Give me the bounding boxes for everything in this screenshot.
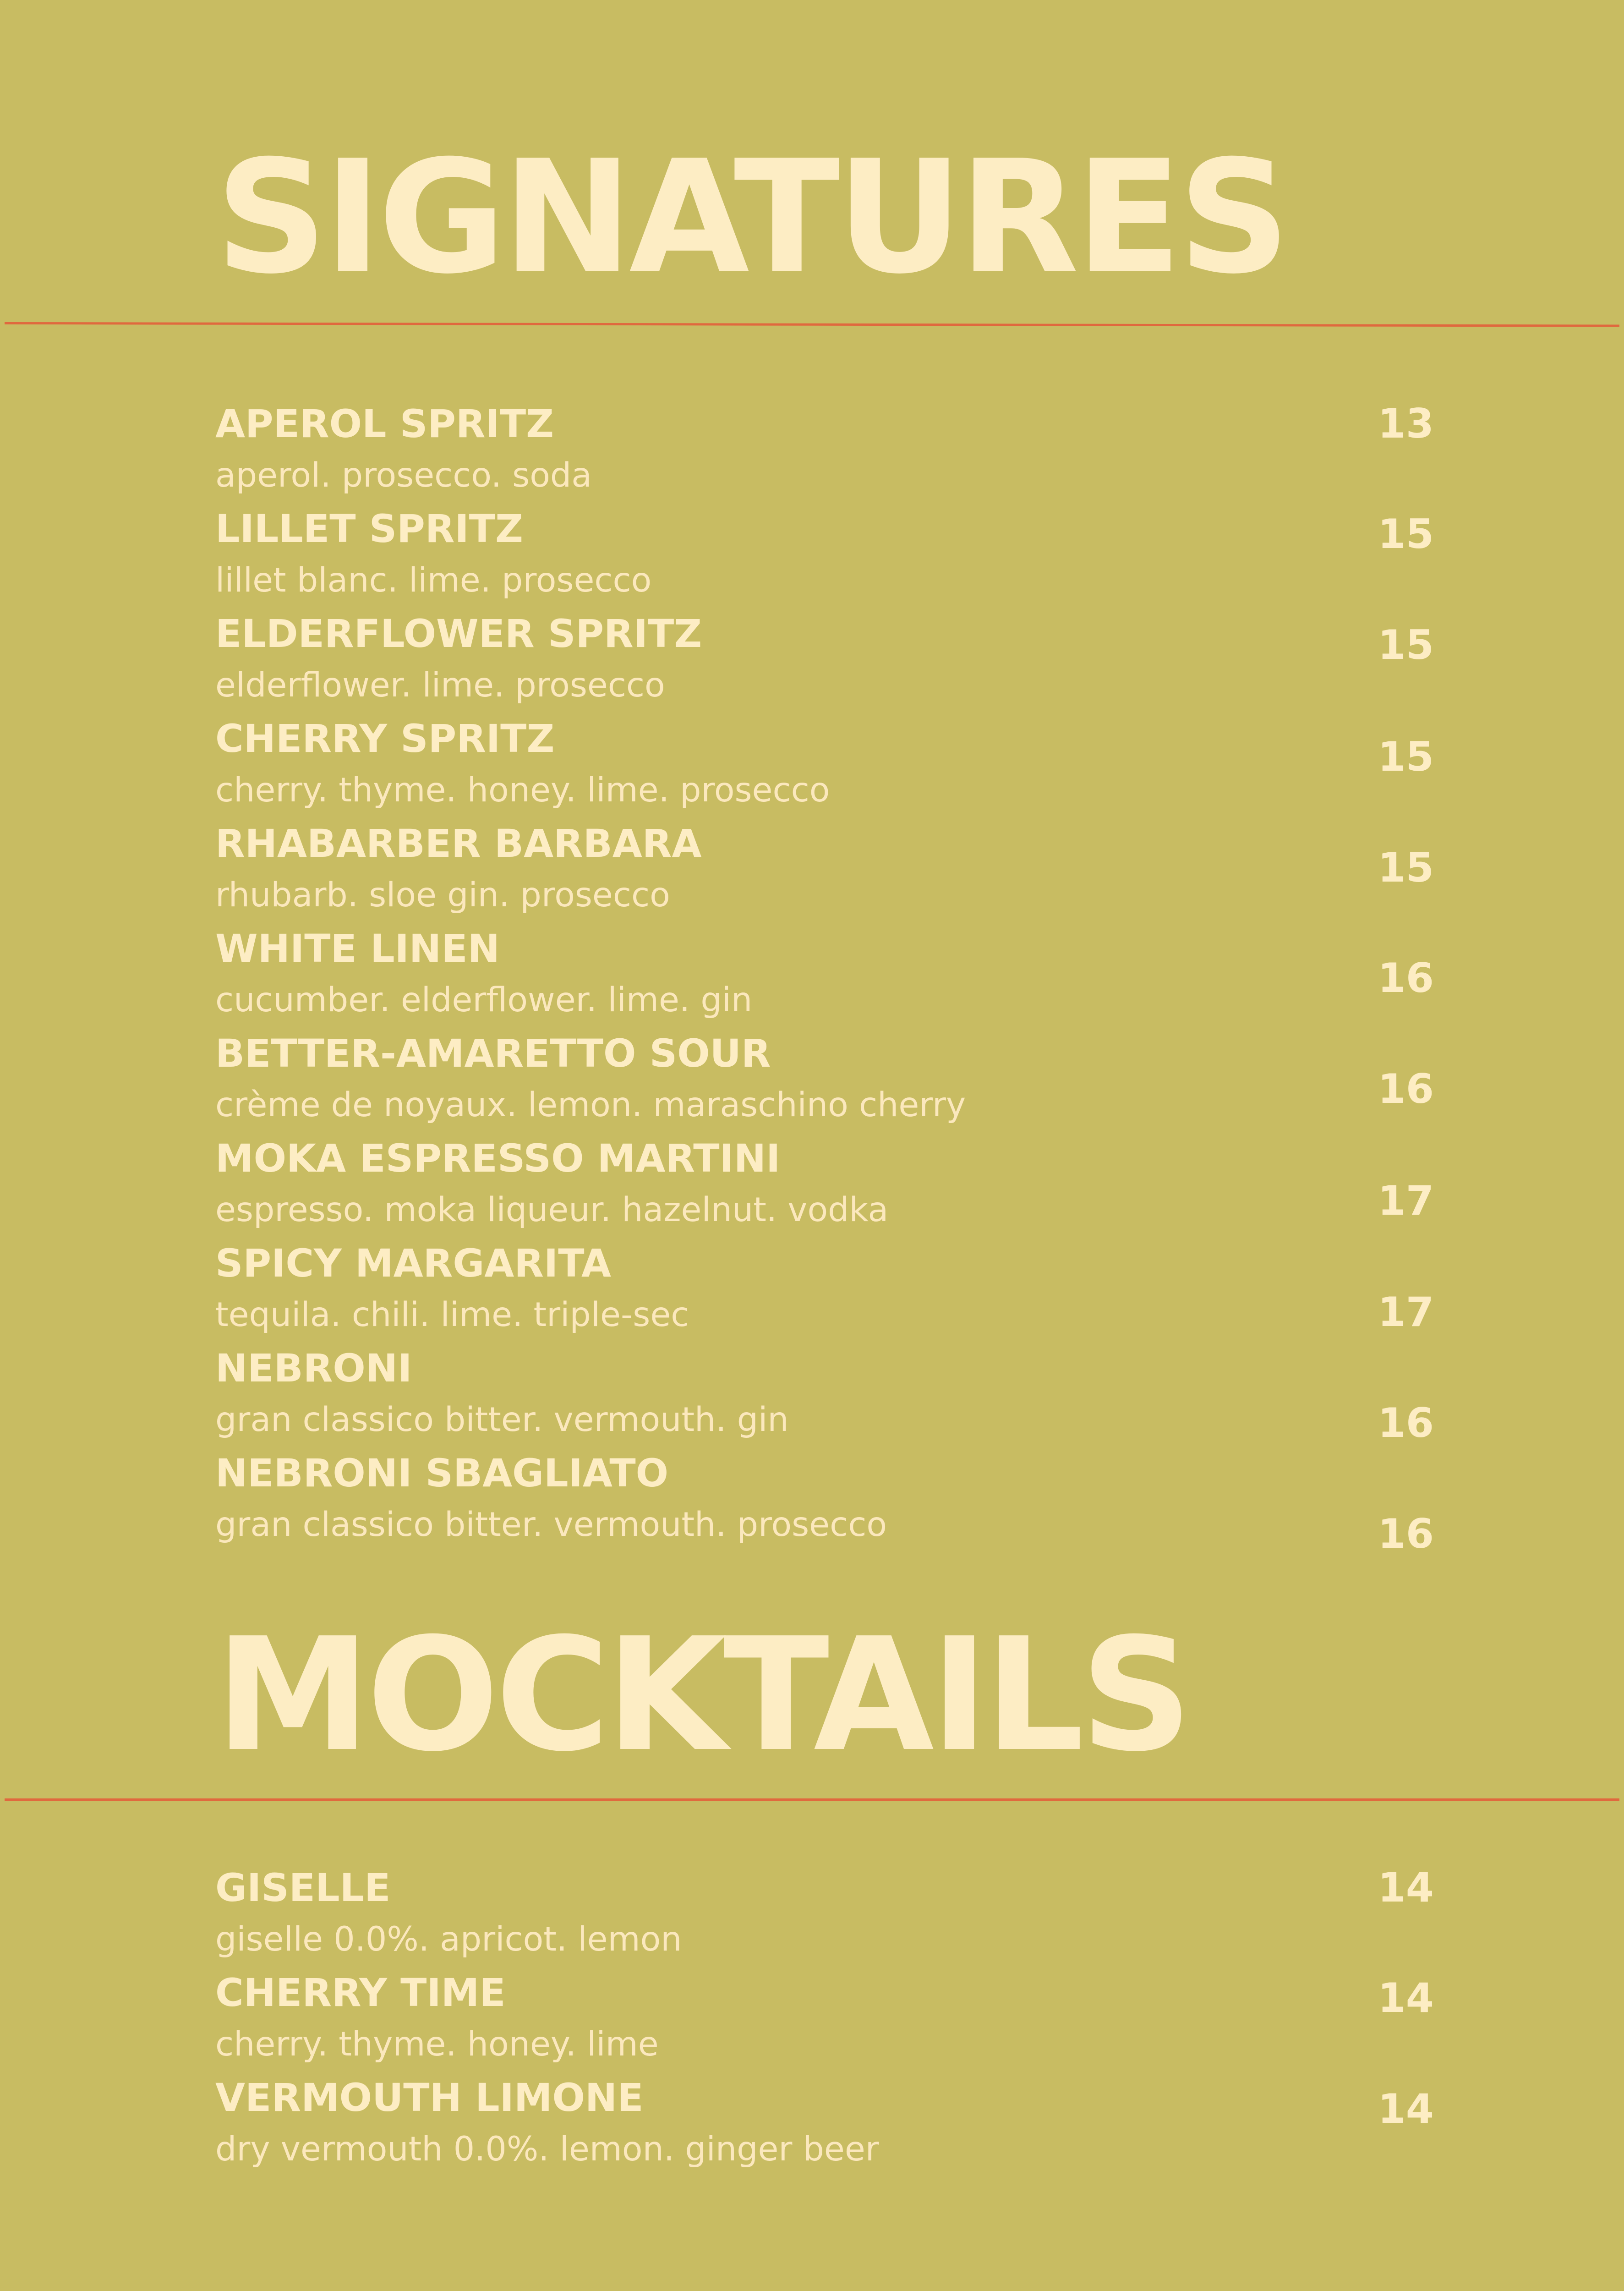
item-name: GISELLE <box>215 1865 391 1910</box>
item-description: gran classico bitter. vermouth. gin <box>215 1400 789 1439</box>
item-name: ELDERFLOWER SPRITZ <box>215 611 702 656</box>
item-price: 15 <box>1378 844 1434 891</box>
item-price: 16 <box>1378 1065 1434 1113</box>
item-name: WHITE LINEN <box>215 926 500 971</box>
menu-item <box>215 1028 1434 1133</box>
item-price: 16 <box>1378 1510 1434 1557</box>
item-name: CHERRY TIME <box>215 1970 506 2015</box>
menu-item <box>215 2072 1434 2177</box>
item-name: VERMOUTH LIMONE <box>215 2075 644 2120</box>
item-name: MOKA ESPRESSO MARTINI <box>215 1136 781 1181</box>
item-description: giselle 0.0%. apricot. lemon <box>215 1920 682 1959</box>
menu-item <box>215 1343 1434 1448</box>
mocktails-divider <box>5 1798 1619 1801</box>
item-description: aperol. prosecco. soda <box>215 456 592 495</box>
item-description: rhubarb. sloe gin. prosecco <box>215 876 670 915</box>
item-description: espresso. moka liqueur. hazelnut. vodka <box>215 1190 889 1229</box>
menu-item <box>215 1968 1434 2072</box>
menu-item <box>215 1133 1434 1238</box>
item-price: 15 <box>1378 621 1434 669</box>
item-description: crème de noyaux. lemon. maraschino cherry <box>215 1085 966 1124</box>
item-price: 17 <box>1378 1288 1434 1336</box>
item-price: 16 <box>1378 1399 1434 1447</box>
menu-item <box>215 1448 1434 1557</box>
item-name: NEBRONI SBAGLIATO <box>215 1451 669 1496</box>
item-description: cucumber. elderflower. lime. gin <box>215 981 753 1019</box>
item-description: dry vermouth 0.0%. lemon. ginger beer <box>215 2130 879 2169</box>
signatures-list <box>215 399 1434 1557</box>
menu-item <box>215 399 1434 504</box>
item-name: SPICY MARGARITA <box>215 1241 611 1286</box>
item-price: 17 <box>1378 1177 1434 1224</box>
item-name: APEROL SPRITZ <box>215 401 554 446</box>
signatures-divider <box>5 322 1619 327</box>
menu-item <box>215 608 1434 713</box>
menu-item <box>215 818 1434 923</box>
item-description: lillet blanc. lime. prosecco <box>215 561 652 600</box>
item-price: 14 <box>1378 2085 1434 2132</box>
mocktails-list <box>215 1863 1434 2177</box>
menu-item <box>215 923 1434 1028</box>
item-price: 13 <box>1378 400 1434 447</box>
item-name: NEBRONI <box>215 1346 412 1391</box>
mocktails-heading: MOCKTAILS <box>215 1605 1189 1786</box>
signatures-heading: SIGNATURES <box>215 127 1287 308</box>
item-name: BETTER-AMARETTO SOUR <box>215 1031 771 1076</box>
item-description: cherry. thyme. honey. lime. prosecco <box>215 771 830 810</box>
menu-item <box>215 713 1434 818</box>
item-description: cherry. thyme. honey. lime <box>215 2025 659 2064</box>
item-price: 16 <box>1378 954 1434 1002</box>
menu-item <box>215 1863 1434 1968</box>
item-description: elderflower. lime. prosecco <box>215 666 665 705</box>
menu-item <box>215 504 1434 608</box>
item-name: CHERRY SPRITZ <box>215 716 555 761</box>
item-price: 14 <box>1378 1864 1434 1911</box>
item-name: LILLET SPRITZ <box>215 506 523 551</box>
menu-item <box>215 1238 1434 1343</box>
item-description: tequila. chili. lime. triple-sec <box>215 1295 689 1334</box>
item-price: 15 <box>1378 510 1434 558</box>
item-name: RHABARBER BARBARA <box>215 821 702 866</box>
item-price: 14 <box>1378 1974 1434 2022</box>
item-price: 15 <box>1378 733 1434 780</box>
item-description: gran classico bitter. vermouth. prosecco <box>215 1505 887 1544</box>
